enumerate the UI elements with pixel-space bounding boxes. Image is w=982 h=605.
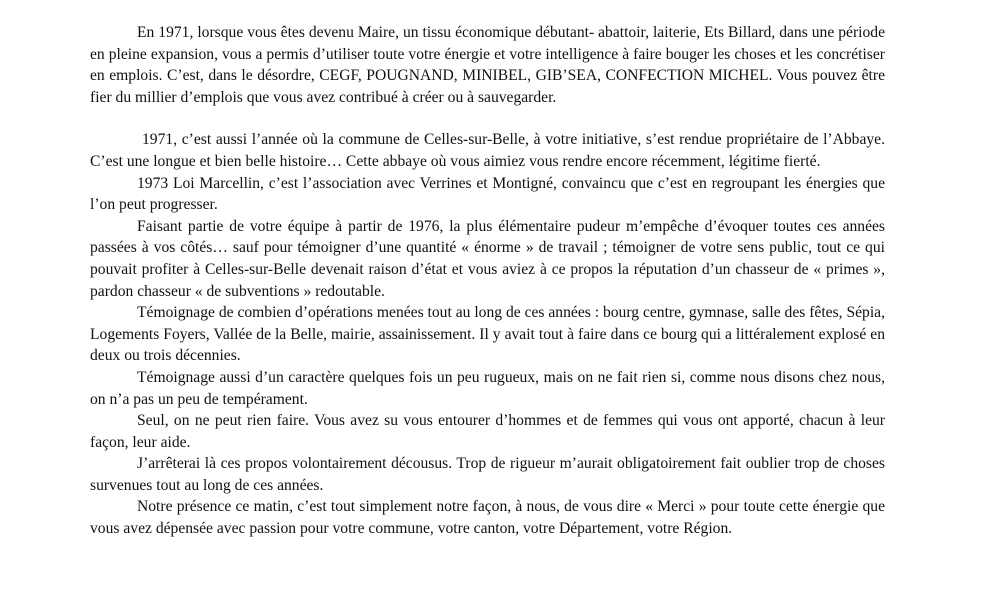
- paragraph-abbaye: 1971, c’est aussi l’année où la commune de Celles-sur-Belle, à votre initiative, s’est rendue propriétaire de l’Abbaye. C’est une longue et bien belle histoire… Cette abbaye où vous aimiez vous rendre encore récemment, légitime fierté.: [90, 131, 885, 170]
- paragraph-propos: J’arrêterai là ces propos volontairement décousus. Trop de rigueur m’aurait obligatoirement fait oublier trop de choses survenues tout au long de ces années.: [90, 455, 885, 494]
- paragraph-caractere: Témoignage aussi d’un caractère quelques fois un peu rugueux, mais on ne fait rien si, comme nous disons chez nous, on n’a pas un peu de tempérament.: [90, 368, 885, 408]
- paragraph-equipe-1976: Faisant partie de votre équipe à partir de 1976, la plus élémentaire pudeur m’empêche d’évoquer toutes ces années passées à vos côtés… sauf pour témoigner d’une quantité « énorme » de travail ; témoigner de votre sens public, tout ce qui pouvait profiter à Celles-sur-Belle devenait raison d’état et vous aviez à ce propos la réputation d’un chasseur de « primes », pardon chasseur « de subventions » redoutable.: [90, 217, 885, 300]
- document-body: [90, 22, 885, 540]
- paragraph-mayor-1971: En 1971, lorsque vous êtes devenu Maire, un tissu économique débutant- abattoir, laiterie, Ets Billard, dans une période en pleine expansion, vous a permis d’utiliser toute votre énergie et votre intelligence à faire bouger les choses et les concrétiser en emplois. C’est, dans le désordre, CEGF, POUGNAND, MINIBEL, GIB’SEA, CONFECTION MICHEL. Vous pouvez être fier du millier d’emplois que vous avez contribué à créer ou à sauvegarder.: [90, 24, 885, 106]
- paragraph-operations: Témoignage de combien d’opérations menées tout au long de ces années : bourg centre, gymnase, salle des fêtes, Sépia, Logements Foyers, Vallée de la Belle, mairie, assainissement. Il y avait tout à faire dans ce bourg qui a littéralement explosé en deux ou trois décennies.: [90, 304, 885, 365]
- paragraph-loi-marcellin: 1973 Loi Marcellin, c’est l’association avec Verrines et Montigné, convaincu que c’est en regroupant les énergies que l’on peut progresser.: [90, 174, 885, 214]
- paragraph-merci: Notre présence ce matin, c’est tout simplement notre façon, à nous, de vous dire « Merci » pour toute cette énergie que vous avez dépensée avec passion pour votre commune, votre canton, votre Département, votre Région.: [90, 498, 885, 538]
- paragraph-entourage: Seul, on ne peut rien faire. Vous avez su vous entourer d’hommes et de femmes qui vous ont apporté, chacun à leur façon, leur aide.: [90, 412, 885, 451]
